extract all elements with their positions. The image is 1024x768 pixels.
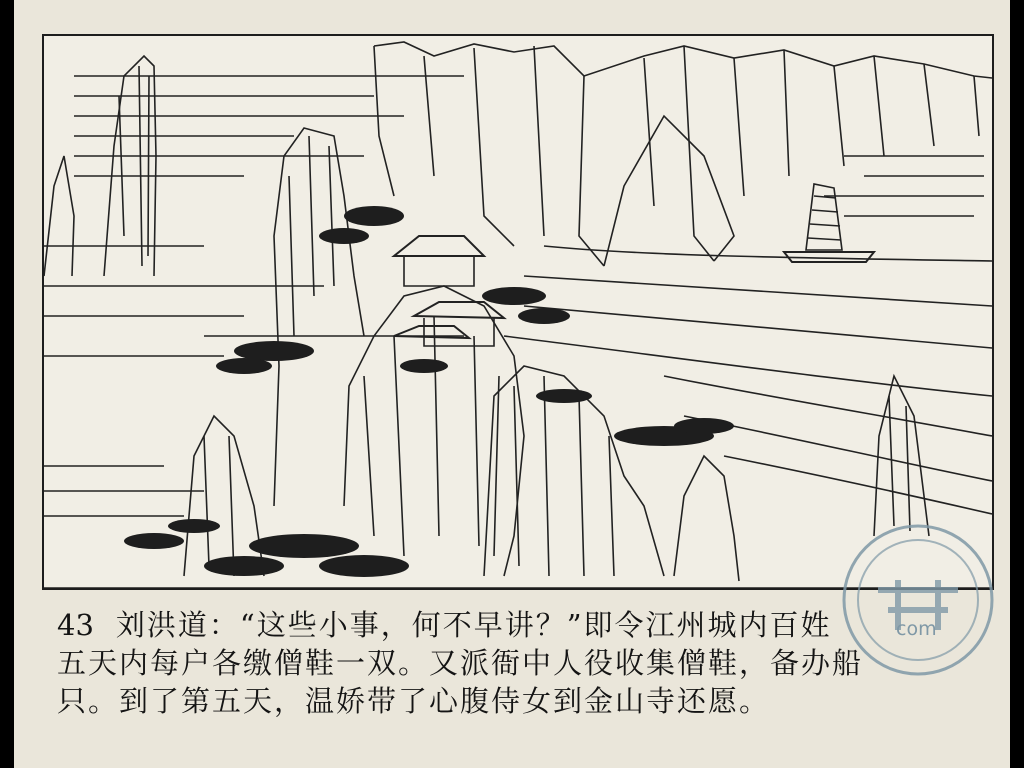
landscape-illustration	[44, 36, 992, 588]
watermark-seal	[838, 520, 998, 680]
panel-number: 43	[57, 608, 94, 642]
comic-page	[14, 0, 1010, 768]
illustration-panel	[42, 34, 994, 590]
caption-text: 刘洪道：“这些小事，何不早讲？”即令江州城内百姓 五天内每户各缴僧鞋一双。又派衙中人役收集僧鞋，备办船 只。到了第五天，温娇带了心腹侍女到金山寺还愿。	[57, 608, 864, 718]
watermark-url: com	[896, 618, 937, 640]
